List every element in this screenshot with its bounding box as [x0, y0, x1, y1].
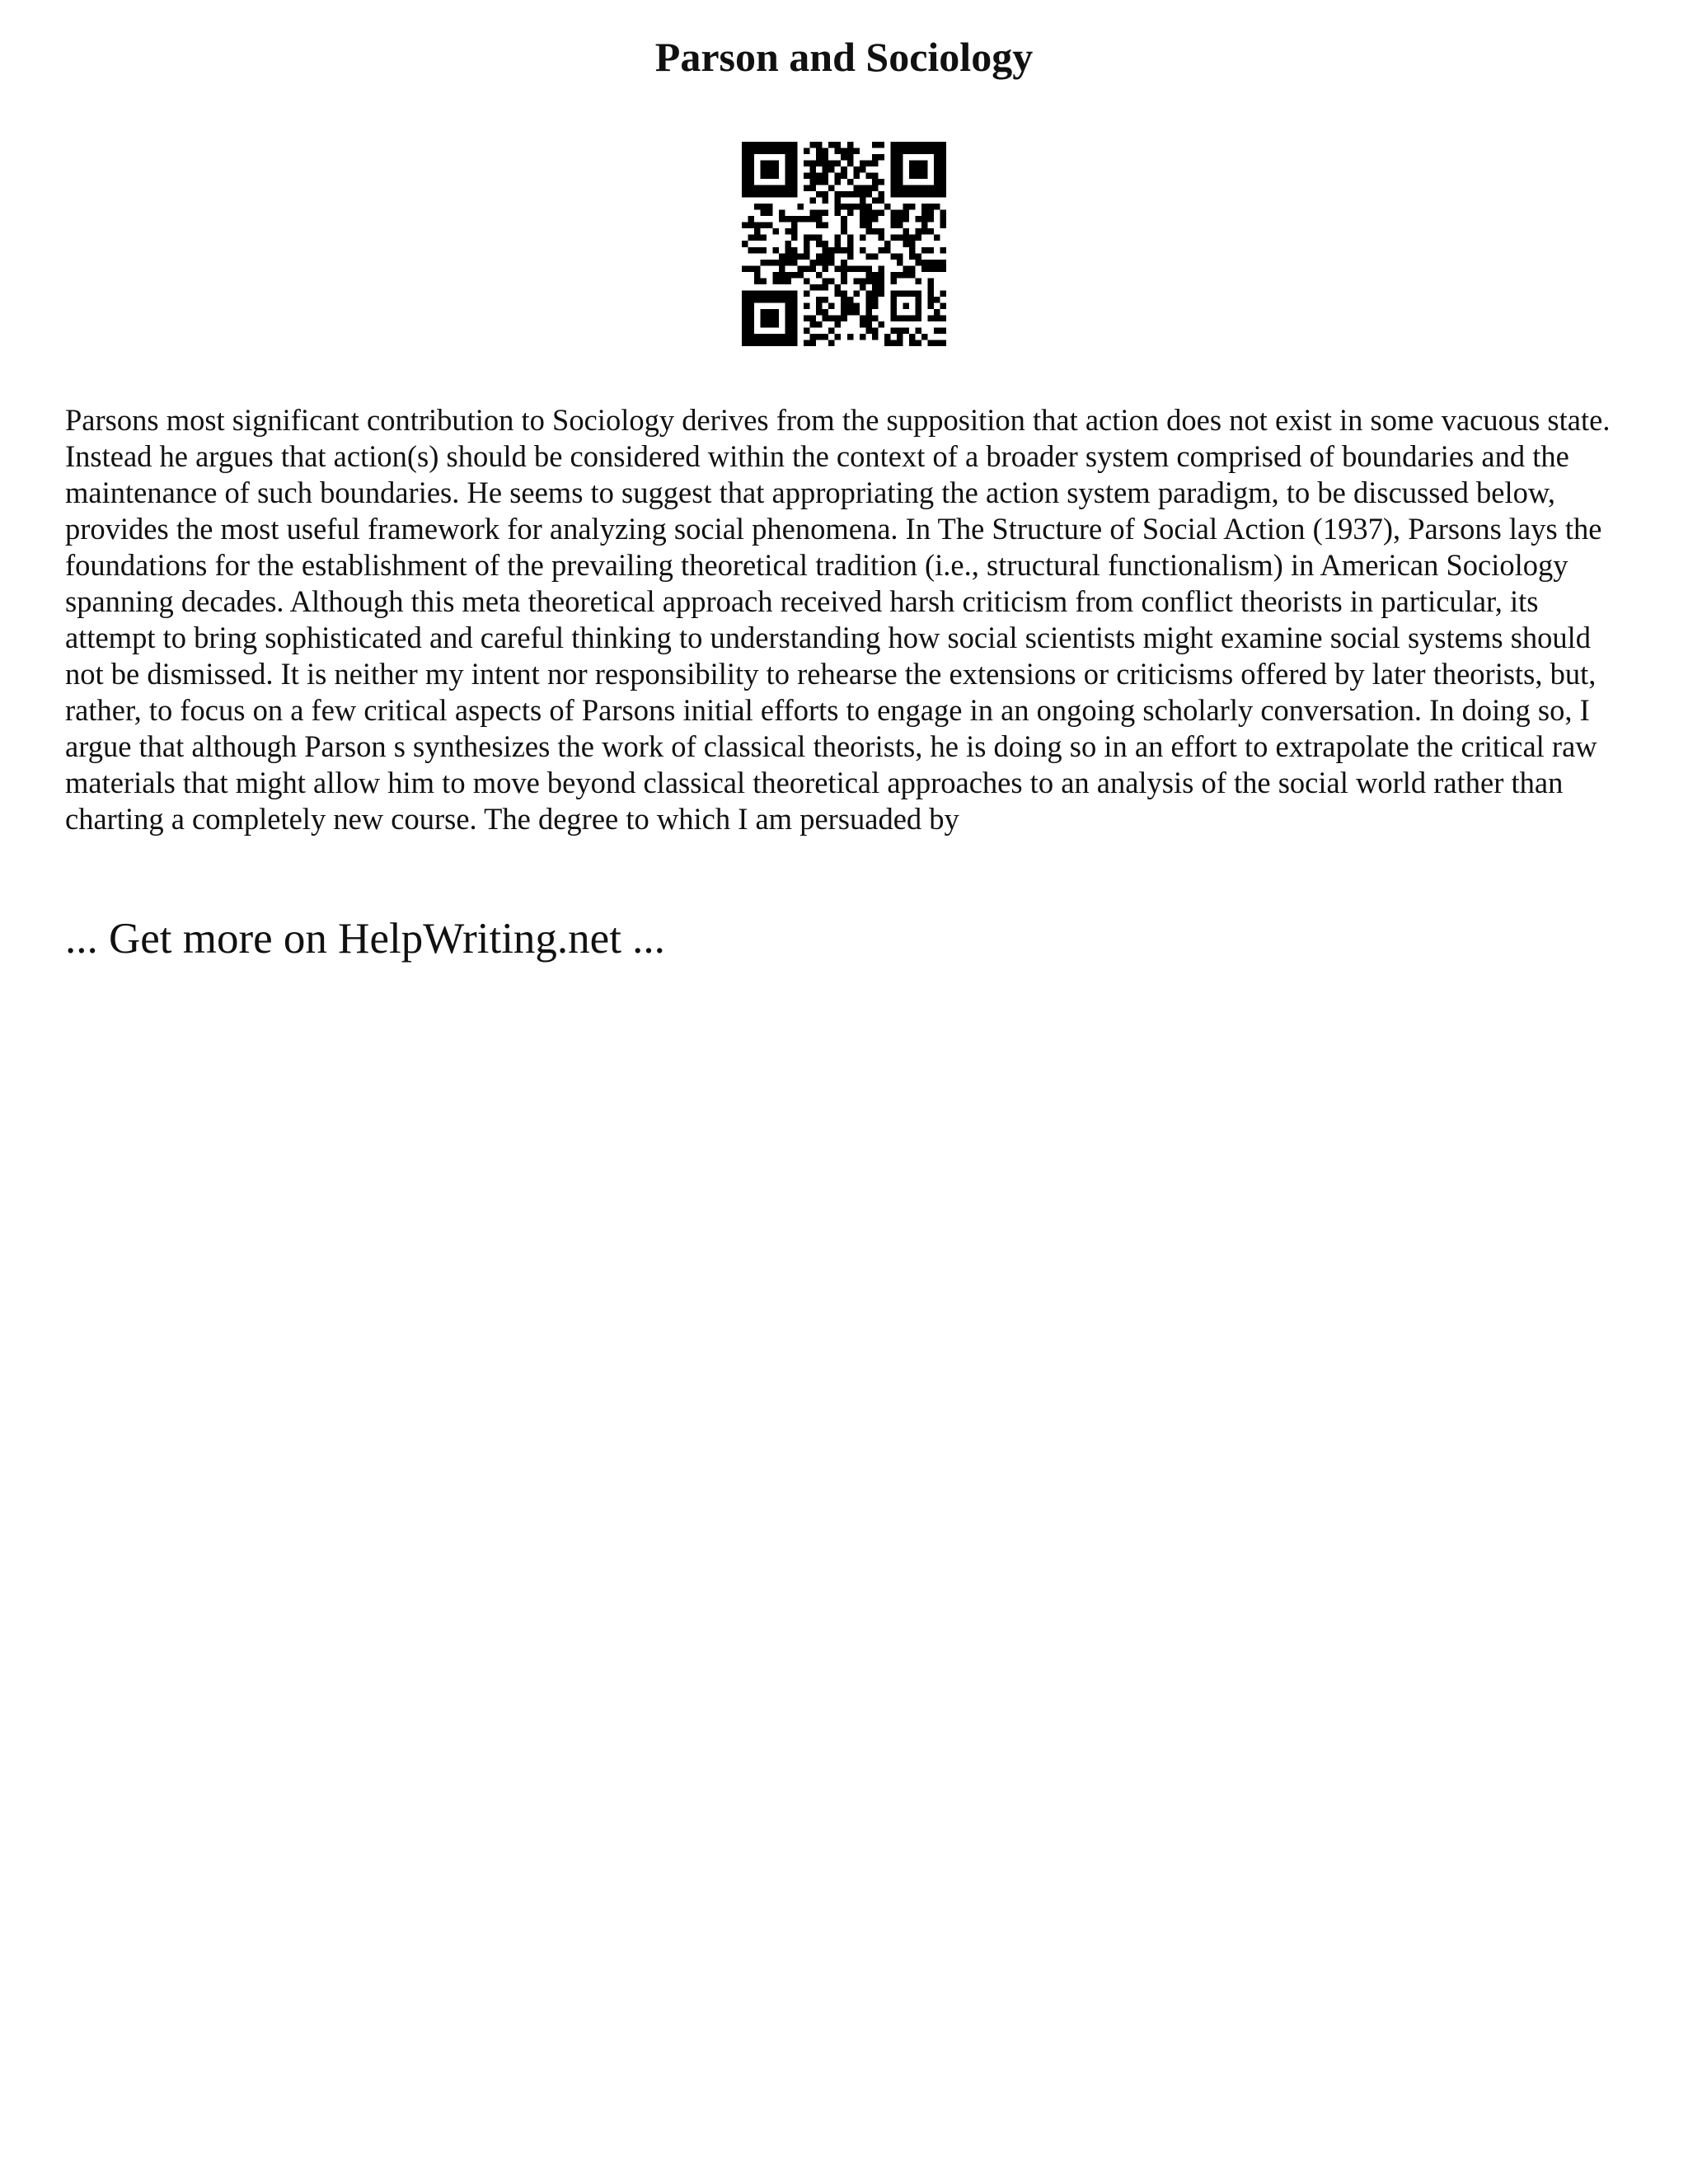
get-more-link[interactable]: ... Get more on HelpWriting.net ...	[65, 915, 665, 963]
body-paragraph: Parsons most significant contribution to Sociology derives from the supposition that action does not exist in some vacuous state. Instead he argues that action(s) should be considered within the context of a broader system comprised of boundaries and the maintenance of such boundaries. He seems to suggest that appropriating the action system paradigm, to be discussed below, provides the most useful framework for analyzing social phenomena. In The Structure of Social Action (1937), Parsons lays the foundations for the establishment of the prevailing theoretical tradition (i.e., structural functionalism) in American Sociology spanning decades. Although this meta theoretical approach received harsh criticism from conflict theorists in particular, its attempt to bring sophisticated and careful thinking to understanding how social scientists might examine social systems should not be dismissed. It is neither my intent nor responsibility to rehearse the extensions or criticisms offered by later theorists, but, rather, to focus on a few critical aspects of Parsons initial efforts to engage in an ongoing scholarly conversation. In doing so, I argue that although Parson s synthesizes the work of classical theorists, he is doing so in an effort to extrapolate the critical raw materials that might allow him to move beyond classical theoretical approaches to an analysis of the social world rather than charting a completely new course. The degree to which I am persuaded by	[65, 403, 1611, 836]
page-title: Parson and Sociology	[654, 34, 1034, 80]
qr-code-icon	[742, 142, 946, 346]
